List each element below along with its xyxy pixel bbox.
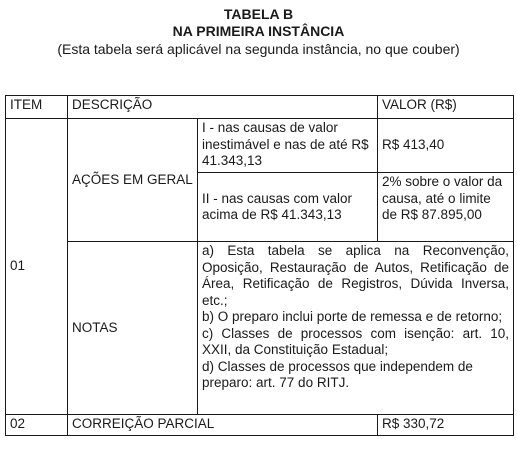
table-row <box>6 119 514 173</box>
header-value: VALOR (R$) <box>378 96 514 119</box>
nota-c: c) Classes de processos com isenção: art. 10, XXII, da Constituição Estadual; <box>202 325 510 357</box>
acoes-row-1-value: R$ 413,40 <box>378 119 514 173</box>
table-row <box>6 242 514 415</box>
item-number-01: 01 <box>6 119 68 415</box>
notas-text <box>198 242 514 415</box>
notas-label: NOTAS <box>68 242 198 415</box>
table-header-row <box>6 96 514 119</box>
header-description: DESCRIÇÃO <box>68 96 378 119</box>
item-number-02: 02 <box>6 415 68 436</box>
table-title-line2: NA PRIMEIRA INSTÂNCIA <box>172 23 345 39</box>
table-subtitle: (Esta tabela será aplicável na segunda instância, no que couber) <box>57 41 460 57</box>
acoes-row-2-value: 2% sobre o valor da causa, até o limite de R$ 87.895,00 <box>378 173 514 242</box>
nota-a: a) Esta tabela se aplica na Reconvenção, Oposição, Restauração de Autos, Retificação de Área, Retificação de Registros, Dúvida Inversa, etc.; <box>202 243 510 308</box>
header-item: ITEM <box>6 96 68 119</box>
acoes-row-2-description: II - nas causas com valor acima de R$ 41.343,13 <box>198 173 378 242</box>
correicao-parcial-value: R$ 330,72 <box>378 415 514 436</box>
correicao-parcial-label: CORREIÇÃO PARCIAL <box>68 415 378 436</box>
acoes-em-geral-label: AÇÕES EM GERAL <box>68 119 198 242</box>
table-title: TABELA B <box>223 6 294 22</box>
acoes-row-1-description: I - nas causas de valor inestimável e nas de até R$ 41.343,13 <box>198 119 378 173</box>
nota-b: b) O preparo inclui porte de remessa e de retorno; <box>202 309 503 324</box>
fees-table <box>5 95 514 436</box>
table-row <box>6 415 514 436</box>
nota-d: d) Classes de processos que independem de preparo: art. 77 do RITJ. <box>202 358 473 390</box>
